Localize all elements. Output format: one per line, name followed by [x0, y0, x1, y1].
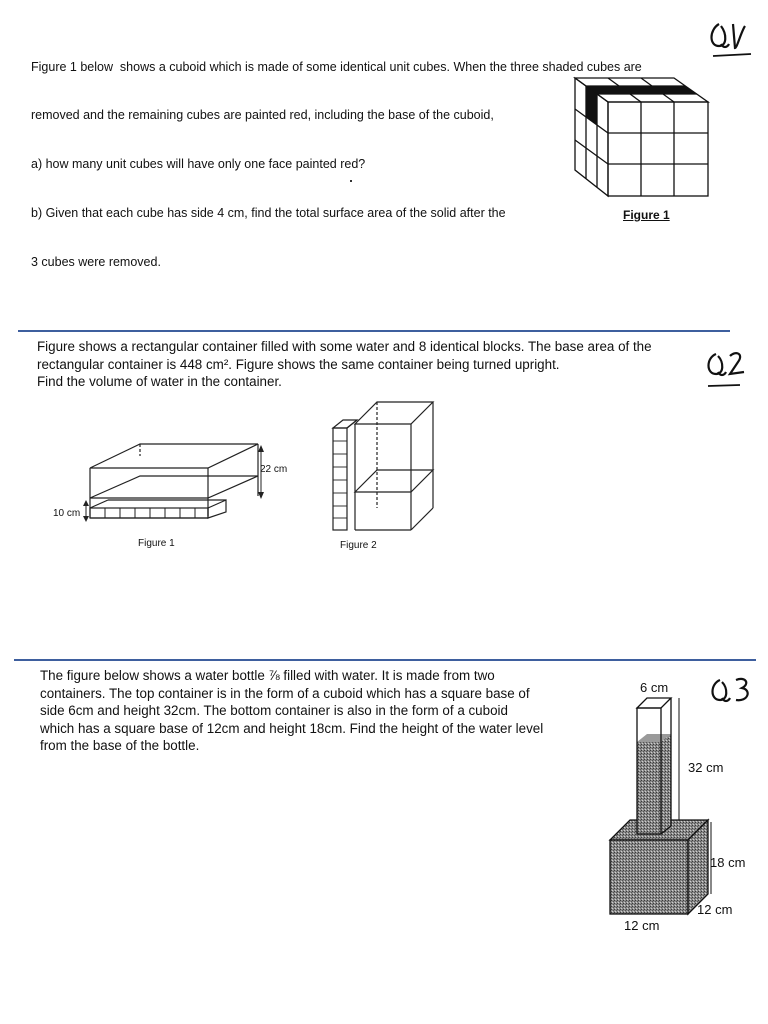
stray-dot: [350, 180, 352, 182]
q1-line-3: a) how many unit cubes will have only one face painted red?: [31, 157, 366, 172]
q1-line-2: removed and the remaining cubes are painted red, including the base of the cuboid,: [31, 108, 494, 123]
q3-dim-32cm: 32 cm: [688, 760, 724, 775]
q3-line-1: The figure below shows a water bottle ⅞ filled with water. It is made from two: [40, 668, 495, 683]
q3-line-3: side 6cm and height 32cm. The bottom container is also in the form of a cuboid: [40, 703, 508, 718]
q3-dim-18cm: 18 cm: [710, 855, 746, 870]
q2-figure-2-container: [325, 396, 445, 536]
q2-figure-1-container: [50, 440, 310, 540]
q3-text: [40, 667, 620, 755]
q2-handwritten-label: [702, 348, 752, 393]
q2-line-1: Figure shows a rectangular container filled with some water and 8 identical blocks. The base area of the: [37, 339, 652, 354]
q1-handwritten-label: [705, 18, 755, 63]
separator-2: [14, 659, 756, 661]
q1-line-4: b) Given that each cube has side 4 cm, find the total surface area of the solid after the: [31, 206, 506, 221]
q2-dim-10cm: 10 cm: [53, 508, 81, 519]
q3-dim-6cm: 6 cm: [640, 680, 669, 695]
q1-figure-caption: Figure 1: [623, 208, 670, 222]
q2-fig2-caption: Figure 2: [340, 540, 377, 551]
q3-bottle-figure: [605, 690, 715, 920]
q2-fig1-caption: Figure 1: [138, 538, 175, 549]
q2-text: [37, 338, 697, 391]
q3-dim-12cm-depth: 12 cm: [697, 902, 733, 917]
q3-line-2: containers. The top container is in the form of a cuboid which has a square base of: [40, 685, 530, 701]
q1-line-5: 3 cubes were removed.: [31, 255, 161, 270]
q3-dim-12cm-width: 12 cm: [624, 918, 660, 933]
q3-line-5: from the base of the bottle.: [40, 738, 200, 753]
q2-line-3: Find the volume of water in the container.: [37, 374, 282, 389]
q1-line-1: Figure 1 below shows a cuboid which is made of some identical unit cubes. When the three shaded cubes are: [31, 59, 642, 74]
q2-dim-22cm: 22 cm: [260, 464, 288, 475]
separator-1: [18, 330, 730, 332]
q1-cube-figure: [570, 70, 710, 200]
q3-line-4: which has a square base of 12cm and height 18cm. Find the height of the water level: [40, 720, 544, 736]
q2-line-2: rectangular container is 448 cm². Figure shows the same container being turned upright.: [37, 356, 560, 372]
